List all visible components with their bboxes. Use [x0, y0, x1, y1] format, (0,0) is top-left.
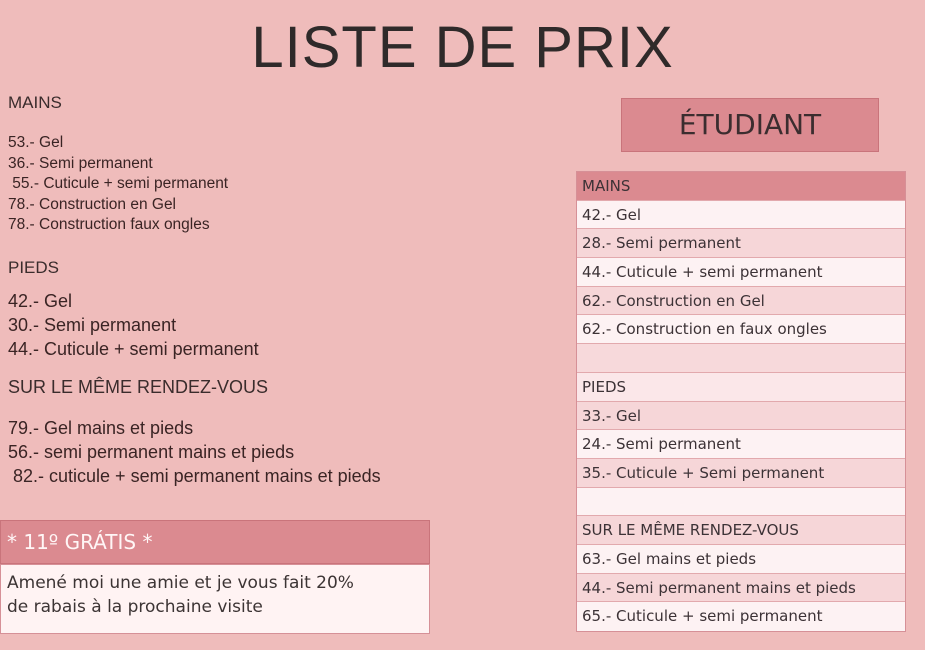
section-heading-meme-rdv: SUR LE MÊME RENDEZ-VOUS — [8, 377, 269, 397]
table-row: 35.- Cuticule + Semi permanent — [577, 459, 905, 488]
promo-line: de rabais à la prochaine visite — [7, 597, 263, 617]
table-row: 42.- Gel — [577, 201, 905, 230]
table-row: 63.- Gel mains et pieds — [577, 545, 905, 574]
table-row: 28.- Semi permanent — [577, 229, 905, 258]
etudiant-price-table — [576, 171, 906, 632]
table-row: 24.- Semi permanent — [577, 430, 905, 459]
table-section-header: PIEDS — [577, 373, 905, 402]
promo-heading: * 11º GRÁTIS * — [0, 520, 430, 564]
list-item: 36.- Semi permanent — [8, 154, 153, 172]
table-row: 62.- Construction en Gel — [577, 287, 905, 316]
list-item: 78.- Construction faux ongles — [8, 216, 210, 233]
etudiant-label: ÉTUDIANT — [621, 98, 879, 152]
table-row: 65.- Cuticule + semi permanent — [577, 602, 905, 631]
price-list-meme-rdv — [8, 416, 381, 488]
table-row: 62.- Construction en faux ongles — [577, 315, 905, 344]
list-item: 56.- semi permanent mains et pieds — [8, 442, 295, 462]
promo-line: Amené moi une amie et je vous fait 20% — [7, 573, 354, 593]
table-section-header: MAINS — [577, 172, 905, 201]
list-item: 30.- Semi permanent — [8, 315, 177, 335]
promo-text — [0, 564, 430, 634]
section-heading-pieds: PIEDS — [8, 258, 60, 277]
page-title: LISTE DE PRIX — [251, 15, 674, 80]
table-row: 33.- Gel — [577, 402, 905, 431]
table-section-header: SUR LE MÊME RENDEZ-VOUS — [577, 516, 905, 545]
table-row: 44.- Cuticule + semi permanent — [577, 258, 905, 287]
price-list-mains — [8, 133, 228, 236]
table-spacer-row — [577, 344, 905, 373]
list-item: 78.- Construction en Gel — [8, 195, 177, 213]
price-list-pieds — [8, 289, 259, 361]
list-item: 53.- Gel — [8, 134, 64, 151]
table-spacer-row — [577, 488, 905, 517]
list-item: 82.- cuticule + semi permanent mains et pieds — [8, 466, 381, 486]
list-item: 55.- Cuticule + semi permanent — [8, 175, 229, 192]
table-row: 44.- Semi permanent mains et pieds — [577, 574, 905, 603]
list-item: 42.- Gel — [8, 291, 73, 311]
list-item: 79.- Gel mains et pieds — [8, 418, 194, 438]
section-heading-mains: MAINS — [8, 93, 62, 112]
list-item: 44.- Cuticule + semi permanent — [8, 339, 259, 359]
